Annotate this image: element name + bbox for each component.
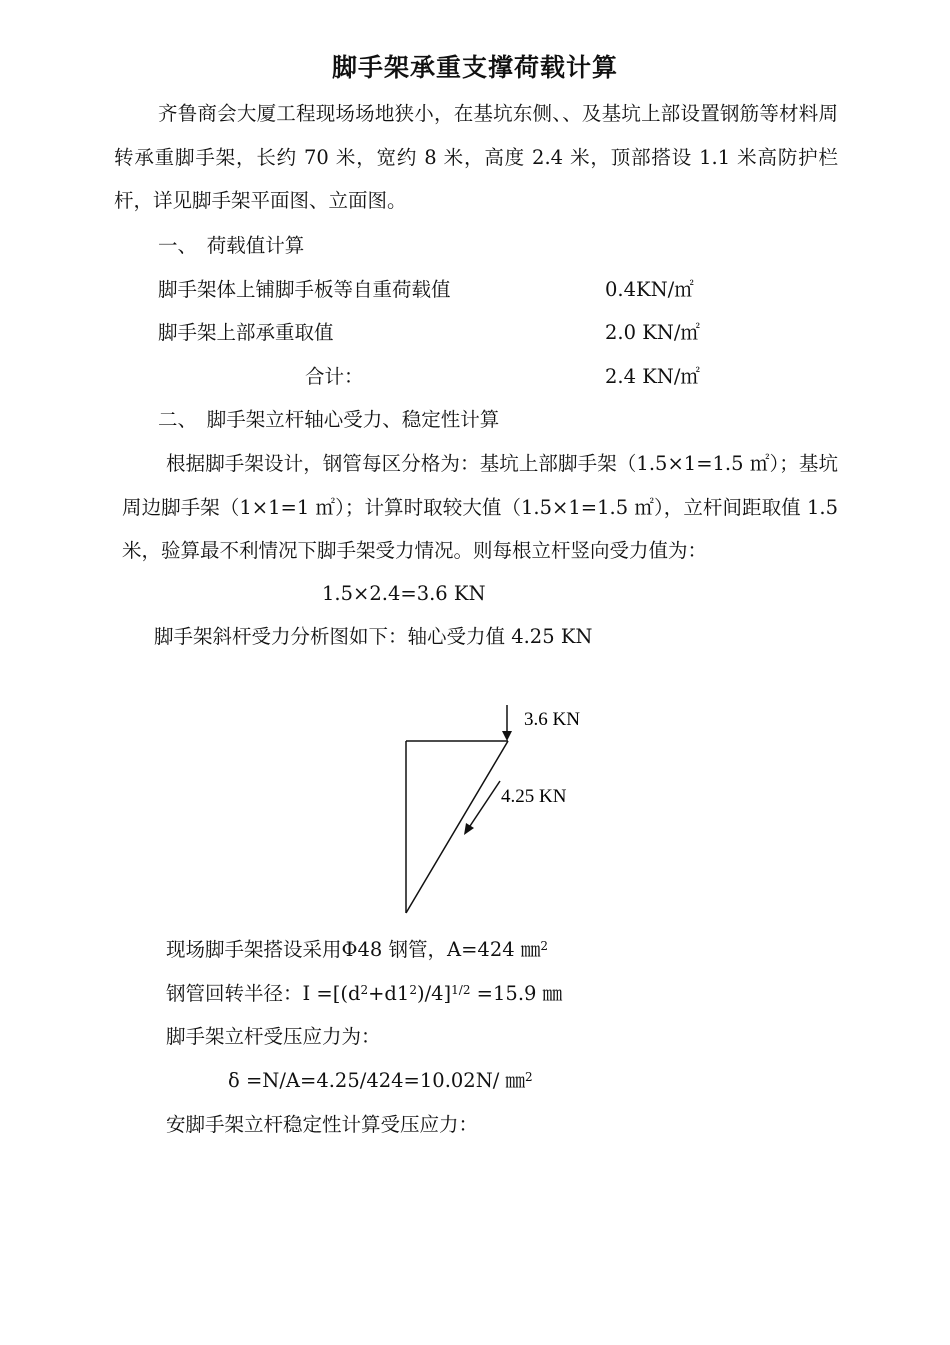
calc-line-stress-heading: 脚手架立杆受压应力为： bbox=[166, 1025, 381, 1048]
diagonal-member-line bbox=[406, 741, 508, 913]
axial-arrow-shaft bbox=[468, 781, 500, 829]
force-diagram bbox=[380, 695, 620, 925]
section2-paragraph: 根据脚手架设计，钢管每区分格为：基坑上部脚手架（1.5×1=1.5 ㎡）；基坑周边脚手架（1×1=1 ㎡）；计算时取较大值（1.5×1=1.5 ㎡），立杆间距取值 1.5 米，验算最不利情况下脚手架受力情况。则每根立杆竖向受力值为： bbox=[122, 452, 838, 562]
page-title: 脚手架承重支撑荷载计算 bbox=[331, 53, 618, 82]
load-label: 3.6 KN bbox=[524, 709, 580, 730]
radius-text-c: )/4] bbox=[416, 982, 452, 1005]
calc-line-pipe-area bbox=[166, 938, 548, 961]
pipe-area-sup: 2 bbox=[540, 939, 548, 953]
section2-heading: 二、 脚手架立杆轴心受力、稳定性计算 bbox=[158, 408, 500, 431]
pipe-area-text: 现场脚手架搭设采用Φ48 钢管，A=424 ㎜ bbox=[166, 938, 541, 961]
radius-sup-3: 1/2 bbox=[451, 983, 471, 997]
load-total-value: 2.4 KN/㎡ bbox=[605, 365, 700, 388]
radius-sup-1: 2 bbox=[360, 983, 369, 997]
intro-paragraph: 齐鲁商会大厦工程现场场地狭小，在基坑东侧、、及基坑上部设置钢筋等材料周转承重脚手架，长约 70 米，宽约 8 米，高度 2.4 米，顶部搭设 1.1 米高防护栏杆，详见脚手架平面图、立面图。 bbox=[114, 102, 838, 212]
calc-line-stress-formula bbox=[228, 1069, 533, 1092]
load-row-value-1: 0.4KN/㎡ bbox=[605, 278, 694, 301]
radius-sup-2: 2 bbox=[409, 983, 417, 997]
diagram-intro: 脚手架斜杆受力分析图如下：轴心受力值 4.25 KN bbox=[154, 625, 593, 648]
stress-formula-text: δ =N/A=4.25/424=10.02N/ ㎜ bbox=[228, 1069, 526, 1092]
calc-line-radius bbox=[166, 982, 562, 1005]
axial-arrow-head bbox=[464, 823, 474, 835]
vertical-force-formula: 1.5×2.4=3.6 KN bbox=[322, 582, 486, 605]
load-row-value-2: 2.0 KN/㎡ bbox=[605, 321, 700, 344]
calc-line-stability-heading: 安脚手架立杆稳定性计算受压应力： bbox=[166, 1113, 479, 1136]
load-total-label: 合计： bbox=[305, 365, 364, 388]
axial-force-label: 4.25 KN bbox=[501, 786, 567, 807]
radius-text-d: =15.9 ㎜ bbox=[470, 982, 563, 1005]
load-row-label-1: 脚手架体上铺脚手板等自重荷载值 bbox=[158, 278, 451, 301]
load-arrow-head bbox=[502, 731, 512, 741]
stress-formula-sup: 2 bbox=[525, 1070, 533, 1084]
section1-heading: 一、 荷载值计算 bbox=[158, 234, 305, 257]
radius-text-a: 钢管回转半径：I =[(d bbox=[166, 982, 361, 1005]
radius-text-b: +d1 bbox=[368, 982, 410, 1005]
load-row-label-2: 脚手架上部承重取值 bbox=[158, 321, 334, 344]
